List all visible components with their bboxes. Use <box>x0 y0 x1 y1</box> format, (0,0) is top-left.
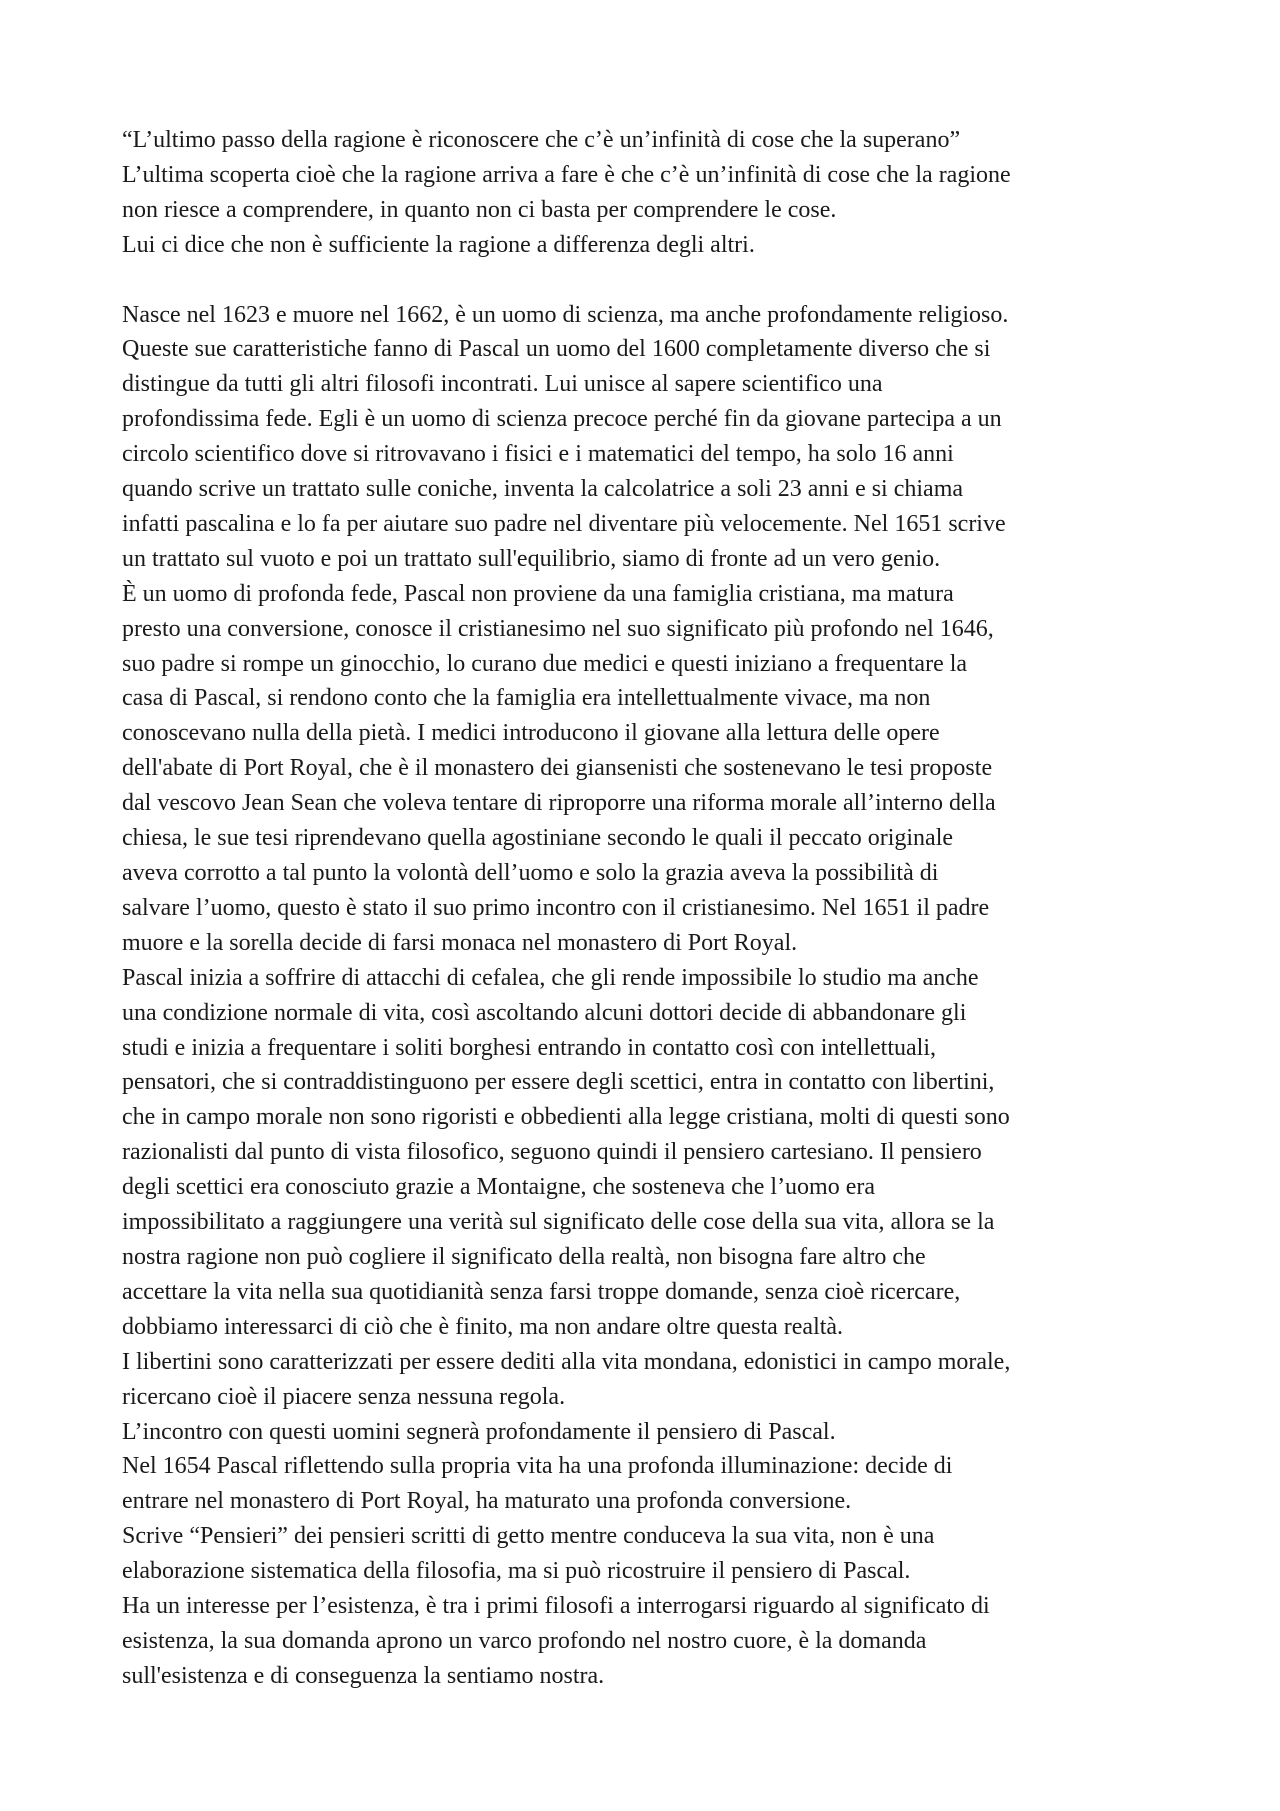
blank-line <box>122 263 1170 298</box>
paragraph-encounter: L’incontro con questi uomini segnerà profondamente il pensiero di Pascal. <box>122 1418 836 1445</box>
paragraph-illness-and-skeptics: Pascal inizia a soffrire di attacchi di cefalea, che gli rende impossibile lo studio ma anche una condizione normale di vita, così ascoltando alcuni dottori decide di abbandonare gli studi e inizia a frequentare i soliti borghesi entrando in contatto così con intellettuali, pensatori, che si contraddistinguono per essere degli scettici, entra in contatto con libertini, che in campo morale non sono rigoristi e obbedienti alla legge cristiana, molti di questi sono razionalisti dal punto di vista filosofico, seguono quindi il pensiero cartesiano. Il pensiero degli scettici era conosciuto grazie a Montaigne, che sosteneva che l’uomo era impossibilitato a raggiungere una verità sul significato delle cose della sua vita, allora se la nostra ragione non può cogliere il significato della realtà, non bisogna fare altro che accettare la vita nella sua quotidianità senza farsi troppe domande, senza cioè ricercare, dobbiamo interessarci di ciò che è finito, ma non andare oltre questa realtà. <box>122 964 1010 1340</box>
document-body <box>122 123 1170 1694</box>
paragraph-illumination: Nel 1654 Pascal riflettendo sulla propria vita ha una profonda illuminazione: decide di entrare nel monastero di Port Royal, ha maturato una profonda conversione. <box>122 1453 953 1515</box>
paragraph-existence: Ha un interesse per l’esistenza, è tra i primi filosofi a interrogarsi riguardo al significato di esistenza, la sua domanda aprono un varco profondo nel nostro cuore, è la domanda sull'esistenza e di conseguenza la sentiamo nostra. <box>122 1593 990 1689</box>
paragraph-pensieri: Scrive “Pensieri” dei pensieri scritti di getto mentre conduceva la sua vita, non è una elaborazione sistematica della filosofia, ma si può ricostruire il pensiero di Pascal. <box>122 1523 935 1585</box>
paragraph-biography: Nasce nel 1623 e muore nel 1662, è un uomo di scienza, ma anche profondamente religioso. Queste sue caratteristiche fanno di Pascal un uomo del 1600 completamente diverso che si distingue da tutti gli altri filosofi incontrati. Lui unisce al sapere scientifico una profondissima fede. Egli è un uomo di scienza precoce perché fin da giovane partecipa a un circolo scientifico dove si ritrovavano i fisici e i matematici del tempo, ha solo 16 anni quando scrive un trattato sulle coniche, inventa la calcolatrice a soli 23 anni e si chiama infatti pascalina e lo fa per aiutare suo padre nel diventare più velocemente. Nel 1651 scrive un trattato sul vuoto e poi un trattato sull'equilibrio, siamo di fronte ad un vero genio. <box>122 301 1009 572</box>
paragraph-intro-quote: “L’ultimo passo della ragione è riconoscere che c’è un’infinità di cose che la superano” L’ultima scoperta cioè che la ragione arriva a fare è che c’è un’infinità di cose che la ragione non riesce a comprendere, in quanto non ci basta per comprendere le cose. Lui ci dice che non è sufficiente la ragione a differenza degli altri. <box>122 127 1011 258</box>
paragraph-libertines: I libertini sono caratterizzati per essere dediti alla vita mondana, edonistici in campo morale, ricercano cioè il piacere senza nessuna regola. <box>122 1348 1011 1410</box>
paragraph-faith: È un uomo di profonda fede, Pascal non proviene da una famiglia cristiana, ma matura presto una conversione, conosce il cristianesimo nel suo significato più profondo nel 1646, suo padre si rompe un ginocchio, lo curano due medici e questi iniziano a frequentare la casa di Pascal, si rendono conto che la famiglia era intellettualmente vivace, ma non conoscevano nulla della pietà. I medici introducono il giovane alla lettura delle opere dell'abate di Port Royal, che è il monastero dei giansenisti che sostenevano le tesi proposte dal vescovo Jean Sean che voleva tentare di riproporre una riforma morale all’interno della chiesa, le sue tesi riprendevano quella agostiniane secondo le quali il peccato originale aveva corrotto a tal punto la volontà dell’uomo e solo la grazia aveva la possibilità di salvare l’uomo, questo è stato il suo primo incontro con il cristianesimo. Nel 1651 il padre muore e la sorella decide di farsi monaca nel monastero di Port Royal. <box>122 580 996 956</box>
